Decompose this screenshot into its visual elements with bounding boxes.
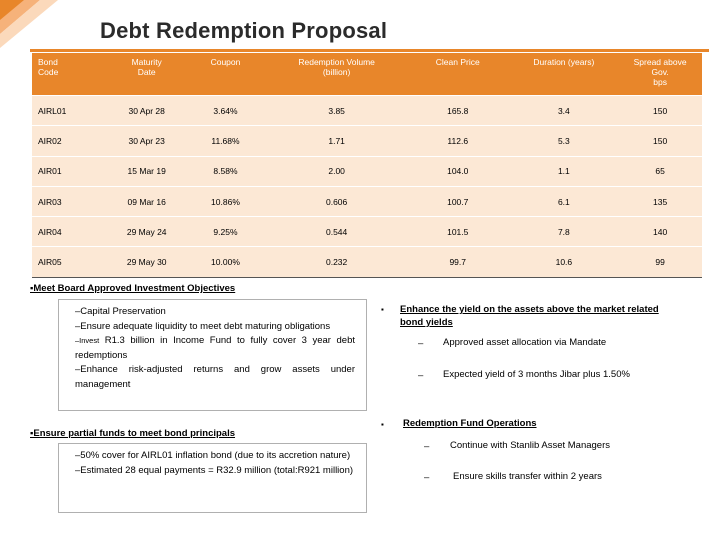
enhance-yield-heading: Enhance the yield on the assets above the market related bond yields (400, 304, 659, 328)
cell-spread: 150 (618, 96, 702, 126)
dash-marker: – (424, 441, 430, 452)
redemption-fund-heading: Redemption Fund Operations (403, 418, 537, 429)
cell-redemption-volume: 1.71 (267, 126, 406, 156)
cell-bond-code: AIR04 (32, 217, 110, 247)
page-title: Debt Redemption Proposal (100, 18, 388, 43)
objective-item: –Enhance risk-adjusted returns and grow assets under management (75, 364, 355, 390)
header-spread: Spread above Gov. bps (618, 53, 702, 96)
objective-item: –Capital Preservation (75, 306, 166, 317)
objectives-heading: ▪Meet Board Approved Investment Objectives (30, 283, 236, 294)
cell-clean-price: 104.0 (406, 156, 510, 186)
dash-marker: – (418, 370, 424, 381)
bond-table (32, 53, 702, 277)
enhance-yield-sub-item: Approved asset allocation via Mandate (443, 337, 607, 348)
cell-redemption-volume: 2.00 (267, 156, 406, 186)
cell-bond-code: AIR02 (32, 126, 110, 156)
redemption-fund-sub-item: Ensure skills transfer within 2 years (453, 471, 602, 482)
table-row (32, 247, 702, 277)
cell-maturity-date: 30 Apr 23 (110, 126, 184, 156)
cell-duration: 6.1 (510, 186, 619, 216)
cell-duration: 5.3 (510, 126, 619, 156)
bullet-marker: ▪ (381, 305, 384, 314)
dash-marker: – (418, 338, 424, 349)
objective-item: –Ensure adequate liquidity to meet debt maturing obligations (75, 320, 331, 332)
cell-redemption-volume: 0.606 (267, 186, 406, 216)
cell-spread: 99 (618, 247, 702, 277)
header-duration: Duration (years) (510, 53, 619, 96)
table-row (32, 217, 702, 247)
cell-clean-price: 100.7 (406, 186, 510, 216)
cell-maturity-date: 29 May 30 (110, 247, 184, 277)
cell-clean-price: 165.8 (406, 96, 510, 126)
cell-bond-code: AIR05 (32, 247, 110, 277)
partial-funds-heading: ▪Ensure partial funds to meet bond principals (30, 428, 236, 439)
cell-coupon: 3.64% (184, 96, 268, 126)
partial-funds-item: –Estimated 28 equal payments = R32.9 million (total:R921 million) (75, 464, 354, 476)
dash-marker: – (424, 472, 430, 483)
cell-spread: 135 (618, 186, 702, 216)
cell-coupon: 10.00% (184, 247, 268, 277)
cell-duration: 1.1 (510, 156, 619, 186)
partial-funds-list (75, 449, 355, 478)
cell-spread: 140 (618, 217, 702, 247)
cell-coupon: 9.25% (184, 217, 268, 247)
cell-redemption-volume: 0.232 (267, 247, 406, 277)
cell-spread: 150 (618, 126, 702, 156)
table-row (32, 156, 702, 186)
header-coupon: Coupon (184, 53, 268, 96)
objectives-list (75, 305, 355, 392)
bullet-marker: ▪ (381, 420, 384, 429)
table-row (32, 126, 702, 156)
corner-decoration (0, 0, 60, 50)
cell-spread: 65 (618, 156, 702, 186)
table-header-row (32, 53, 702, 96)
cell-coupon: 11.68% (184, 126, 268, 156)
cell-clean-price: 99.7 (406, 247, 510, 277)
title-underline (30, 49, 709, 52)
cell-duration: 7.8 (510, 217, 619, 247)
enhance-yield-sub-item: Expected yield of 3 months Jibar plus 1.50% (443, 369, 630, 380)
table-bottom-rule (32, 277, 702, 278)
cell-maturity-date: 29 May 24 (110, 217, 184, 247)
cell-bond-code: AIR03 (32, 186, 110, 216)
header-clean-price: Clean Price (406, 53, 510, 96)
cell-maturity-date: 15 Mar 19 (110, 156, 184, 186)
table-row (32, 96, 702, 126)
partial-funds-item: –50% cover for AIRL01 inflation bond (due to its accretion nature) (75, 450, 351, 461)
objective-item: –Invest R1.3 billion in Income Fund to fully cover 3 year debt redemptions (75, 335, 355, 361)
cell-bond-code: AIR01 (32, 156, 110, 186)
cell-duration: 3.4 (510, 96, 619, 126)
cell-maturity-date: 09 Mar 16 (110, 186, 184, 216)
cell-redemption-volume: 3.85 (267, 96, 406, 126)
cell-maturity-date: 30 Apr 28 (110, 96, 184, 126)
header-maturity-date: Maturity Date (110, 53, 184, 96)
cell-bond-code: AIRL01 (32, 96, 110, 126)
cell-clean-price: 112.6 (406, 126, 510, 156)
cell-coupon: 8.58% (184, 156, 268, 186)
cell-clean-price: 101.5 (406, 217, 510, 247)
table-row (32, 186, 702, 216)
header-bond-code: Bond Code (32, 53, 110, 96)
header-redemption-volume: Redemption Volume (billion) (267, 53, 406, 96)
cell-coupon: 10.86% (184, 186, 268, 216)
redemption-fund-sub-item: Continue with Stanlib Asset Managers (450, 440, 611, 451)
cell-duration: 10.6 (510, 247, 619, 277)
cell-redemption-volume: 0.544 (267, 217, 406, 247)
